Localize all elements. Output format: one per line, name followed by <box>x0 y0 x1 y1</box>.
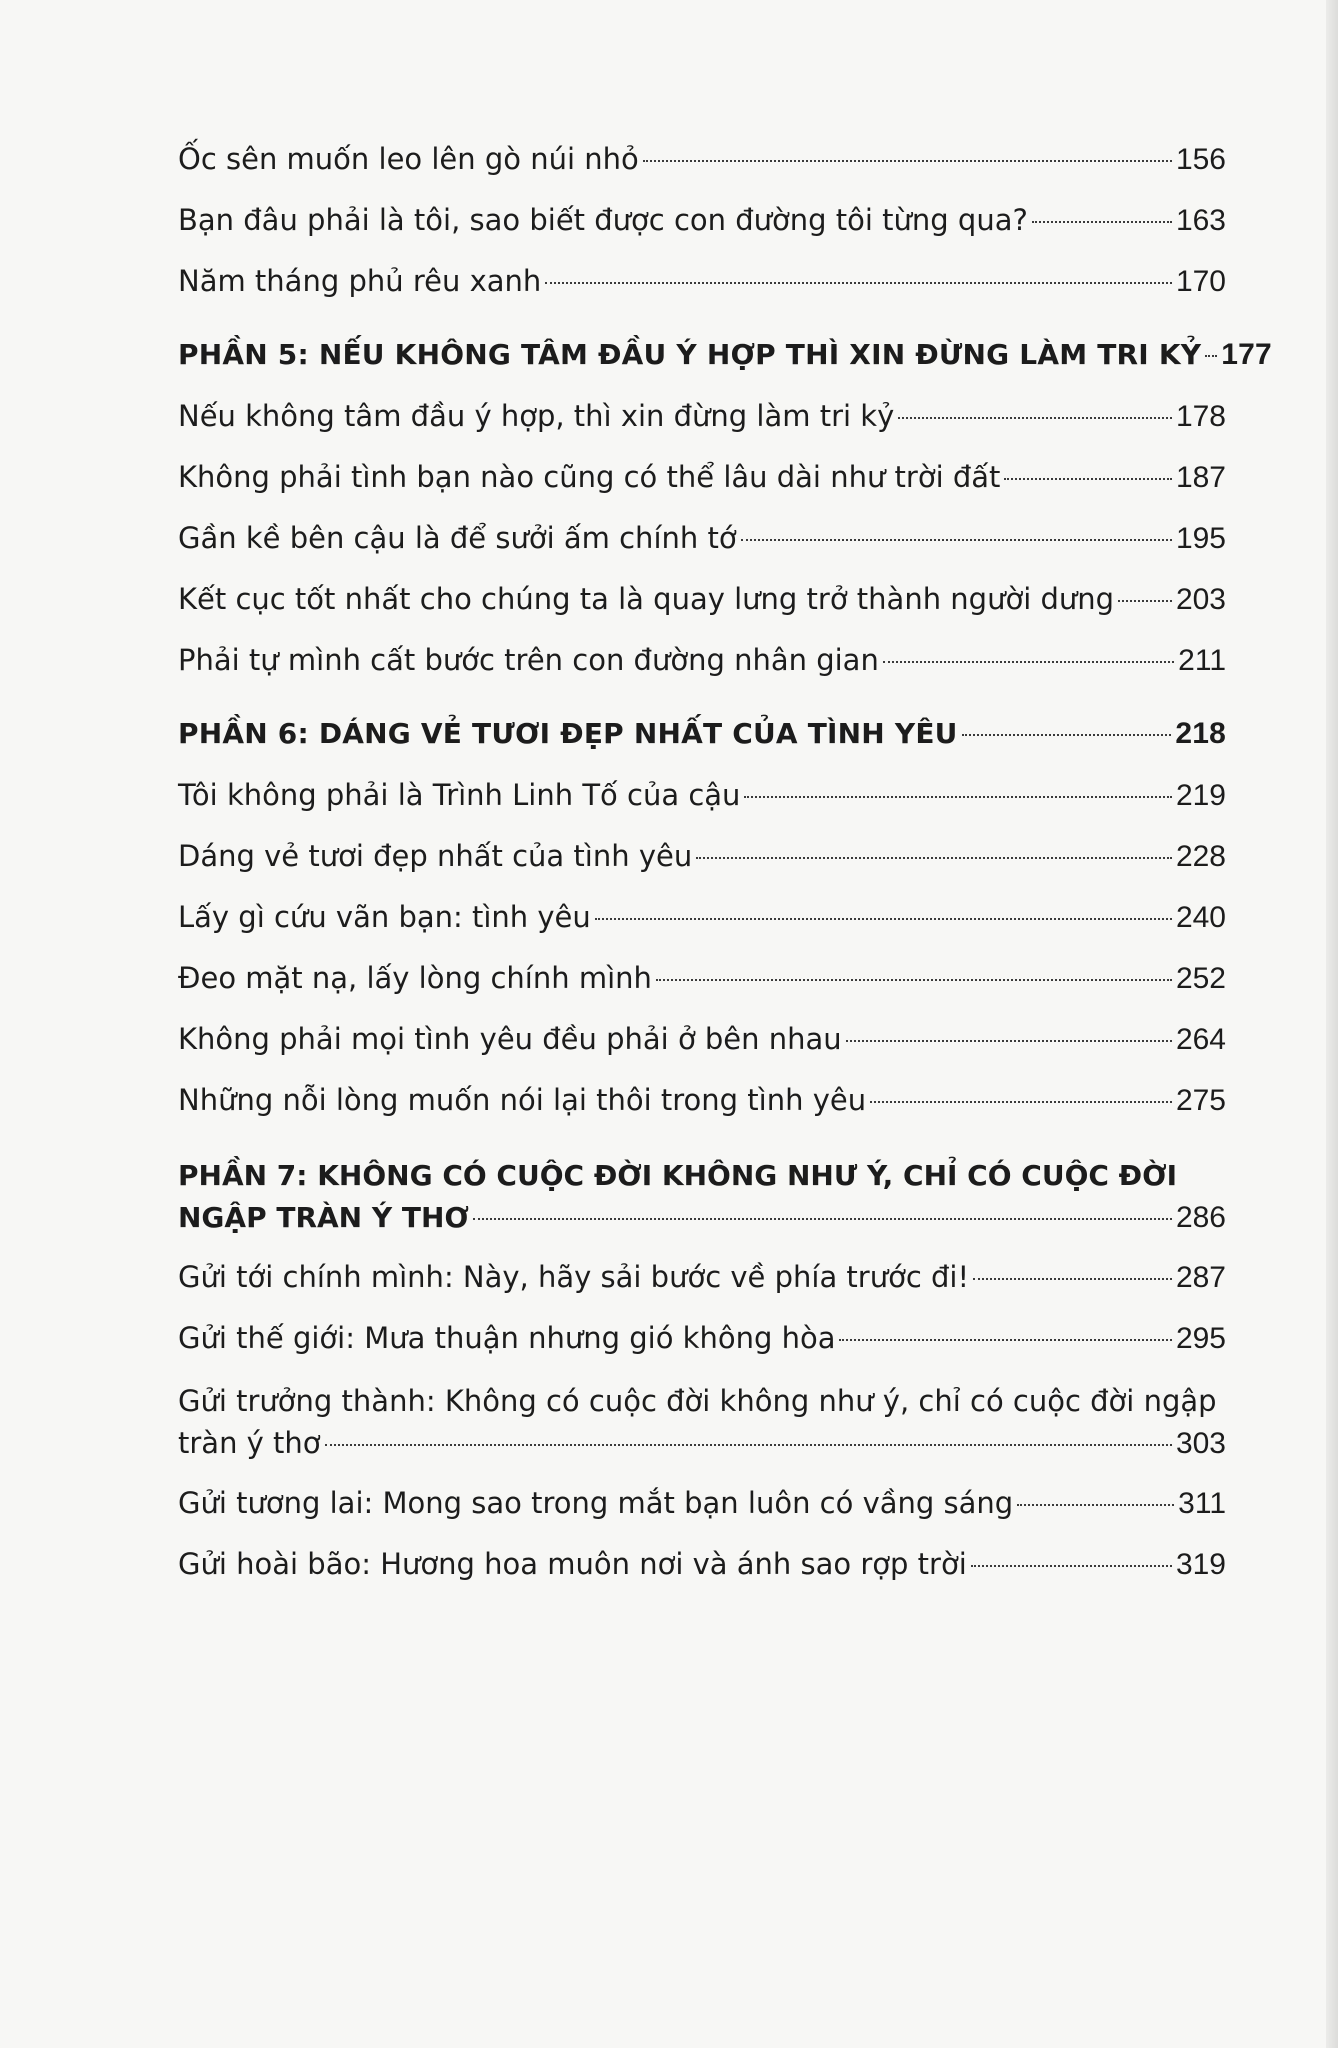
dot-leader <box>696 857 1172 859</box>
toc-entry-title: Không phải mọi tình yêu đều phải ở bên nhau <box>178 1022 842 1056</box>
toc-entry-page: 311 <box>1178 1487 1226 1520</box>
toc-entry-title: Nếu không tâm đầu ý hợp, thì xin đừng làm tri kỷ <box>178 399 895 433</box>
toc-part-heading <box>178 336 1272 374</box>
dot-leader <box>1004 478 1172 480</box>
toc-entry <box>178 1081 1226 1119</box>
dot-leader <box>325 1444 1172 1446</box>
dot-leader <box>1032 221 1172 223</box>
toc-entry-page: 178 <box>1175 400 1226 433</box>
dot-leader <box>973 1278 1172 1280</box>
dot-leader <box>656 979 1172 981</box>
table-of-contents <box>178 140 1272 1606</box>
part-page: 286 <box>1175 1201 1226 1234</box>
toc-entry <box>178 1258 1226 1296</box>
toc-entry-page: 275 <box>1175 1084 1226 1117</box>
toc-entry <box>178 519 1226 557</box>
toc-entry <box>178 898 1226 936</box>
toc-entry-page: 187 <box>1175 461 1226 494</box>
dot-leader <box>1205 355 1217 357</box>
toc-entry-page: 252 <box>1175 962 1226 995</box>
part-title-line2: NGẬP TRÀN Ý THƠ <box>178 1201 469 1234</box>
dot-leader <box>473 1218 1172 1220</box>
toc-entry <box>178 201 1226 239</box>
toc-entry <box>178 1020 1226 1058</box>
toc-entry-title: Gần kề bên cậu là để sưởi ấm chính tớ <box>178 521 737 555</box>
dot-leader <box>1017 1504 1174 1506</box>
toc-entry <box>178 959 1226 997</box>
toc-entry-title: Gửi hoài bão: Hương hoa muôn nơi và ánh sao rợp trời <box>178 1547 967 1581</box>
toc-entry <box>178 837 1226 875</box>
toc-entry-title: Tôi không phải là Trình Linh Tố của cậu <box>178 778 741 812</box>
toc-entry-title: Những nỗi lòng muốn nói lại thôi trong tình yêu <box>178 1083 867 1117</box>
dot-leader <box>595 918 1172 920</box>
dot-leader <box>883 661 1174 663</box>
toc-entry-page: 303 <box>1175 1427 1226 1460</box>
dot-leader <box>898 417 1172 419</box>
toc-entry <box>178 458 1226 496</box>
dot-leader <box>1118 600 1172 602</box>
dot-leader <box>643 160 1172 162</box>
part-title: PHẦN 5: NẾU KHÔNG TÂM ĐẦU Ý HỢP THÌ XIN ĐỪNG LÀM TRI KỶ <box>178 338 1202 371</box>
dot-leader <box>870 1101 1172 1103</box>
toc-entry-page: 170 <box>1175 265 1226 298</box>
toc-entry-page: 203 <box>1175 583 1226 616</box>
toc-entry-title: Dáng vẻ tươi đẹp nhất của tình yêu <box>178 839 693 873</box>
toc-entry <box>178 641 1226 679</box>
dot-leader <box>839 1339 1171 1341</box>
toc-entry-title: Bạn đâu phải là tôi, sao biết được con đường tôi từng qua? <box>178 203 1028 237</box>
part-title-line1: PHẦN 7: KHÔNG CÓ CUỘC ĐỜI KHÔNG NHƯ Ý, CHỈ CÓ CUỘC ĐỜI <box>178 1159 1178 1192</box>
part-title: PHẦN 6: DÁNG VẺ TƯƠI ĐẸP NHẤT CỦA TÌNH YÊU <box>178 717 958 750</box>
dot-leader <box>545 282 1172 284</box>
toc-entry <box>178 580 1226 618</box>
toc-entry-title: Năm tháng phủ rêu xanh <box>178 264 542 298</box>
page-edge <box>1326 0 1338 2048</box>
toc-entry-page: 156 <box>1175 143 1226 176</box>
toc-entry-page: 287 <box>1175 1261 1226 1294</box>
toc-entry-page: 240 <box>1175 901 1226 934</box>
toc-entry-page: 228 <box>1175 840 1226 873</box>
toc-entry-title: Đeo mặt nạ, lấy lòng chính mình <box>178 961 652 995</box>
part-page: 177 <box>1221 338 1272 371</box>
dot-leader <box>971 1565 1172 1567</box>
dot-leader <box>744 796 1172 798</box>
toc-entry-title: Không phải tình bạn nào cũng có thể lâu dài như trời đất <box>178 460 1001 494</box>
toc-entry-title: Gửi thế giới: Mưa thuận nhưng gió không hòa <box>178 1321 836 1355</box>
toc-entry-page: 195 <box>1175 522 1226 555</box>
toc-entry-title-line2: tràn ý thơ <box>178 1426 321 1460</box>
toc-entry <box>178 776 1226 814</box>
toc-entry-title: Phải tự mình cất bước trên con đường nhân gian <box>178 643 879 677</box>
toc-part-heading <box>178 715 1226 753</box>
toc-entry <box>178 397 1226 435</box>
toc-entry-title: Ốc sên muốn leo lên gò núi nhỏ <box>178 142 639 176</box>
dot-leader <box>741 539 1172 541</box>
toc-entry <box>178 1484 1226 1522</box>
toc-entry <box>178 262 1226 300</box>
toc-entry <box>178 1380 1226 1465</box>
toc-entry-title: Gửi tới chính mình: Này, hãy sải bước về phía trước đi! <box>178 1260 970 1294</box>
toc-entry <box>178 1319 1226 1357</box>
toc-entry-page: 319 <box>1175 1548 1226 1581</box>
toc-entry-title: Gửi tương lai: Mong sao trong mắt bạn luôn có vầng sáng <box>178 1486 1014 1520</box>
toc-entry-page: 163 <box>1175 204 1226 237</box>
dot-leader <box>962 734 1172 736</box>
toc-entry-title: Lấy gì cứu vãn bạn: tình yêu <box>178 900 591 934</box>
toc-entry <box>178 1545 1226 1583</box>
toc-part-heading <box>178 1155 1226 1239</box>
dot-leader <box>846 1040 1172 1042</box>
toc-entry-title-line1: Gửi trưởng thành: Không có cuộc đời không như ý, chỉ có cuộc đời ngập <box>178 1384 1217 1418</box>
toc-entry <box>178 140 1226 178</box>
toc-entry-page: 211 <box>1178 644 1226 677</box>
toc-entry-page: 219 <box>1175 779 1226 812</box>
toc-entry-page: 264 <box>1175 1023 1226 1056</box>
part-page: 218 <box>1175 717 1226 750</box>
toc-entry-title: Kết cục tốt nhất cho chúng ta là quay lưng trở thành người dưng <box>178 582 1115 616</box>
toc-entry-page: 295 <box>1175 1322 1226 1355</box>
